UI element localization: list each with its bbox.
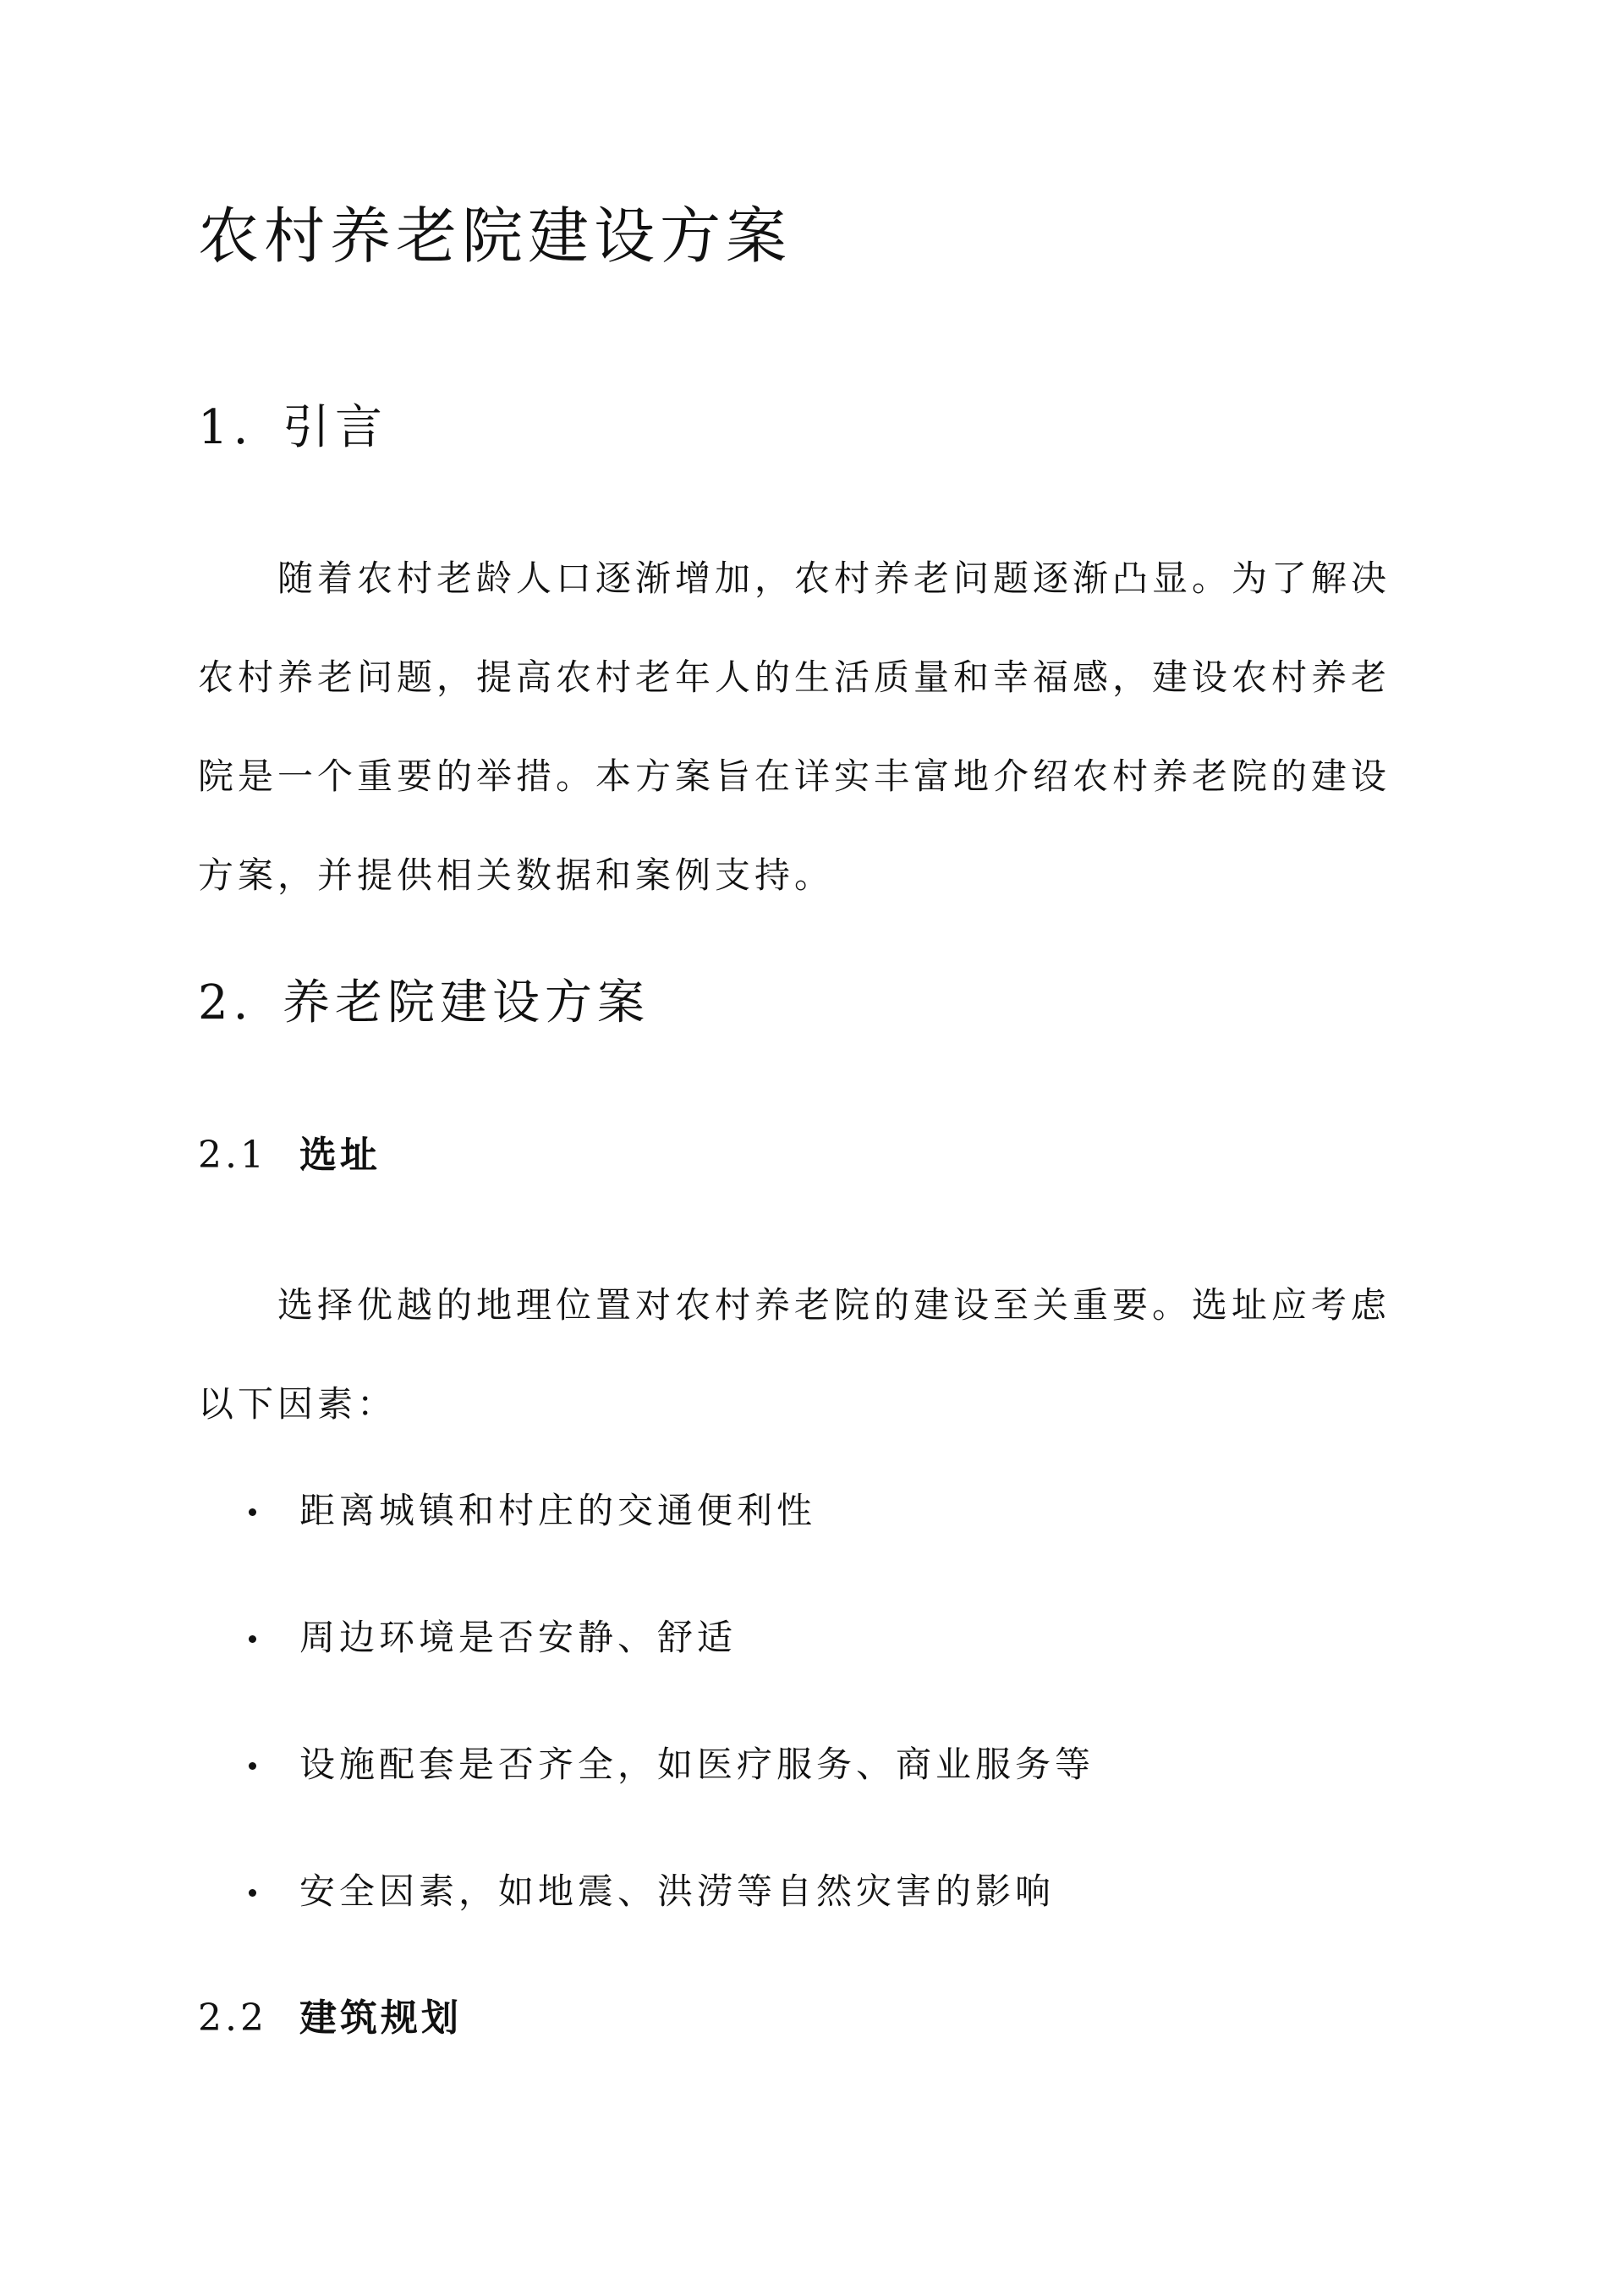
section-heading-construction-plan (198, 975, 650, 1031)
list-item-text: 距离城镇和村庄的交通便利性 (299, 1490, 817, 1531)
site-selection-paragraph: 选择优越的地理位置对农村养老院的建设至关重要。选址应考虑以下因素： (198, 1284, 1391, 1425)
bullet-icon (249, 1635, 256, 1643)
section-heading-introduction (198, 399, 387, 456)
subsection-number: 2.1 (198, 1134, 267, 1177)
section-number: 1. (198, 400, 254, 455)
list-item-text: 安全因素，如地震、洪涝等自然灾害的影响 (299, 1870, 1056, 1912)
list-item-text: 周边环境是否安静、舒适 (299, 1617, 738, 1658)
list-item (198, 1858, 1095, 1985)
bullet-icon (249, 1889, 256, 1897)
section-title: 引言 (283, 400, 387, 455)
list-item (198, 1477, 1095, 1604)
list-item (198, 1731, 1095, 1858)
site-selection-factor-list (198, 1477, 1095, 1985)
introduction-paragraph: 随着农村老龄人口逐渐增加，农村养老问题逐渐凸显。为了解决农村养老问题，提高农村老年人的生活质量和幸福感，建设农村养老院是一个重要的举措。本方案旨在详实丰富地介绍农村养老院的建设方案，并提供相关数据和案例支持。 (198, 558, 1391, 896)
subsection-heading-site-selection (198, 1134, 381, 1178)
section-title: 养老院建设方案 (283, 975, 650, 1030)
bullet-icon (249, 1508, 256, 1516)
section-number: 2. (198, 975, 254, 1030)
subsection-heading-building-planning (198, 1997, 462, 2041)
subsection-number: 2.2 (198, 1997, 267, 2040)
list-item (198, 1604, 1095, 1731)
subsection-title: 选址 (299, 1134, 381, 1177)
bullet-icon (249, 1762, 256, 1770)
document-title: 农村养老院建设方案 (198, 200, 793, 272)
subsection-title: 建筑规划 (299, 1997, 462, 2040)
list-item-text: 设施配套是否齐全，如医疗服务、商业服务等 (299, 1744, 1095, 1785)
